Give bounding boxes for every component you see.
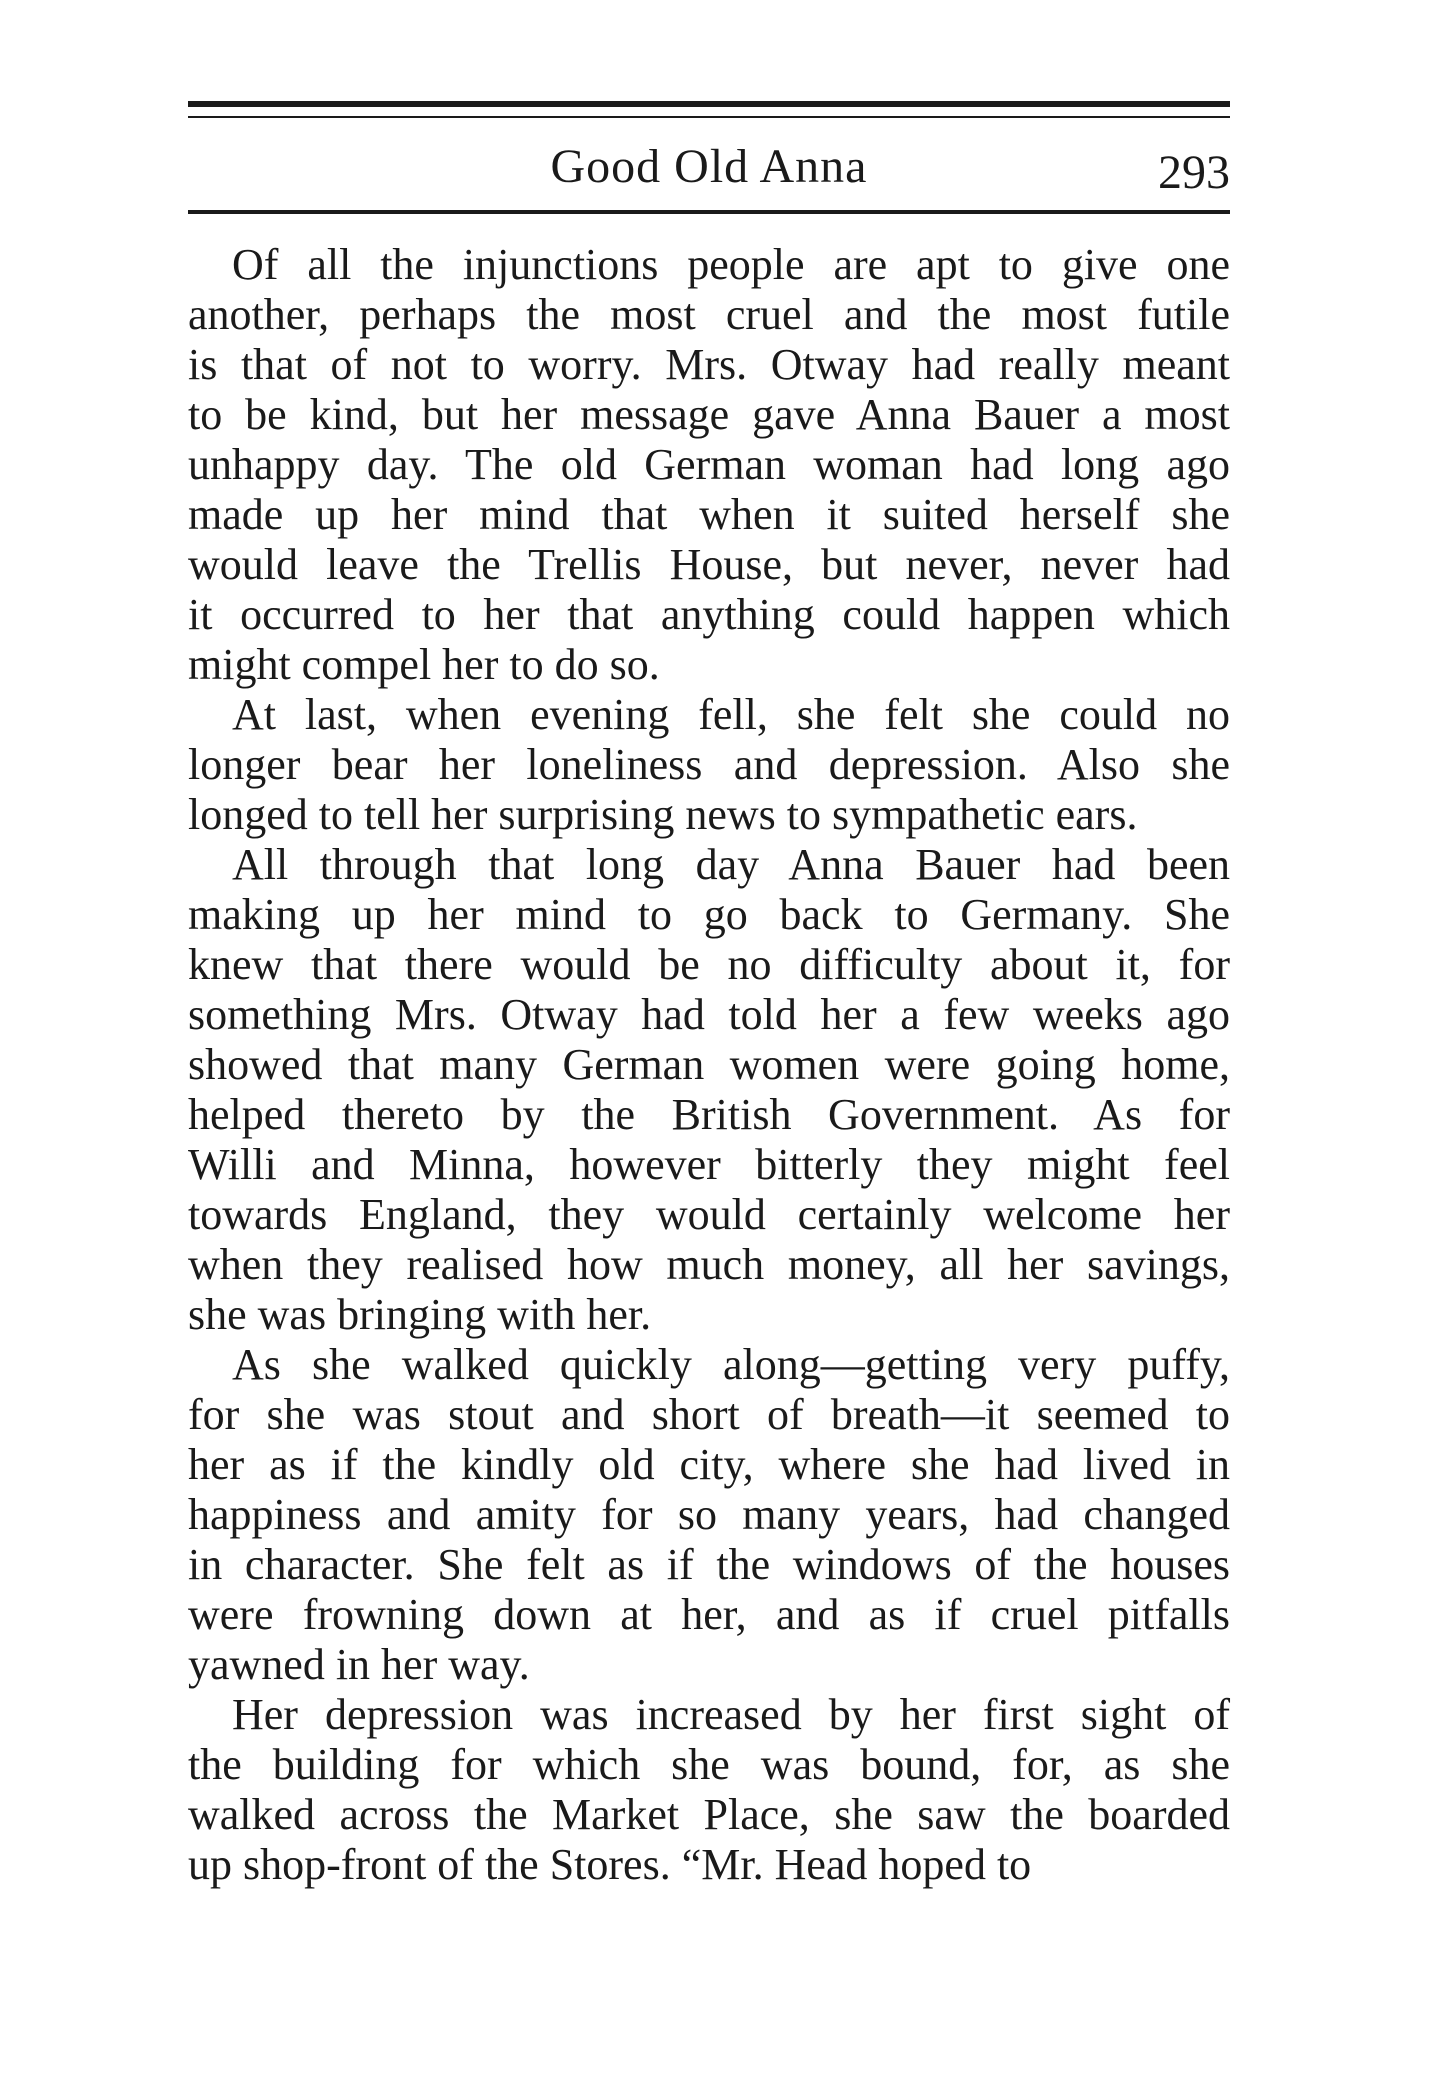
header-rule-thick [188, 101, 1230, 107]
text-line: when they realised how much money, all her savings, [188, 1240, 1230, 1289]
page-number: 293 [1158, 146, 1230, 199]
text-line: longer bear her loneliness and depression. Also she [188, 740, 1230, 789]
text-line: her as if the kindly old city, where she had lived in [188, 1440, 1230, 1489]
text-line: something Mrs. Otway had told her a few weeks ago [188, 990, 1230, 1039]
text-line: walked across the Market Place, she saw the boarded [188, 1790, 1230, 1839]
paragraph [188, 240, 1230, 690]
text-line: the building for which she was bound, for, as she [188, 1740, 1230, 1789]
paragraph [188, 690, 1230, 840]
text-line: she was bringing with her. [188, 1290, 652, 1339]
body-text [188, 240, 1230, 1890]
header-rule-thin [188, 116, 1230, 118]
text-line: were frowning down at her, and as if cruel pitfalls [188, 1590, 1230, 1639]
text-line: another, perhaps the most cruel and the most futile [188, 290, 1230, 339]
text-line: showed that many German women were going home, [188, 1040, 1230, 1089]
text-line: Willi and Minna, however bitterly they might feel [188, 1140, 1230, 1189]
text-line: helped thereto by the British Government. As for [188, 1090, 1230, 1139]
text-line: At last, when evening fell, she felt she could no [232, 690, 1230, 739]
text-line: up shop-front of the Stores. “Mr. Head hoped to [188, 1840, 1032, 1889]
paragraph [188, 1690, 1230, 1890]
text-line: yawned in her way. [188, 1640, 530, 1689]
text-line: All through that long day Anna Bauer had been [232, 840, 1230, 889]
text-line: unhappy day. The old German woman had long ago [188, 440, 1230, 489]
text-line: As she walked quickly along—getting very puffy, [232, 1340, 1230, 1389]
text-line: happiness and amity for so many years, had changed [188, 1490, 1230, 1539]
text-line: knew that there would be no difficulty about it, for [188, 940, 1230, 989]
running-head [188, 134, 1230, 200]
text-line: made up her mind that when it suited herself she [188, 490, 1230, 539]
text-line: for she was stout and short of breath—it seemed to [188, 1390, 1230, 1439]
text-line: towards England, they would certainly welcome her [188, 1190, 1230, 1239]
text-line: Of all the injunctions people are apt to give one [232, 240, 1230, 289]
paragraph [188, 840, 1230, 1340]
paragraph [188, 1340, 1230, 1690]
running-title: Good Old Anna [550, 140, 868, 193]
text-line: it occurred to her that anything could happen which [188, 590, 1230, 639]
text-line: in character. She felt as if the windows of the houses [188, 1540, 1230, 1589]
text-line: is that of not to worry. Mrs. Otway had really meant [188, 340, 1230, 389]
text-line: might compel her to do so. [188, 640, 660, 689]
text-line: longed to tell her surprising news to sympathetic ears. [188, 790, 1138, 839]
text-line: making up her mind to go back to Germany. She [188, 890, 1230, 939]
header-rule-bottom [188, 210, 1230, 214]
text-line: would leave the Trellis House, but never, never had [188, 540, 1230, 589]
text-line: Her depression was increased by her first sight of [232, 1690, 1230, 1739]
text-line: to be kind, but her message gave Anna Bauer a most [188, 390, 1230, 439]
